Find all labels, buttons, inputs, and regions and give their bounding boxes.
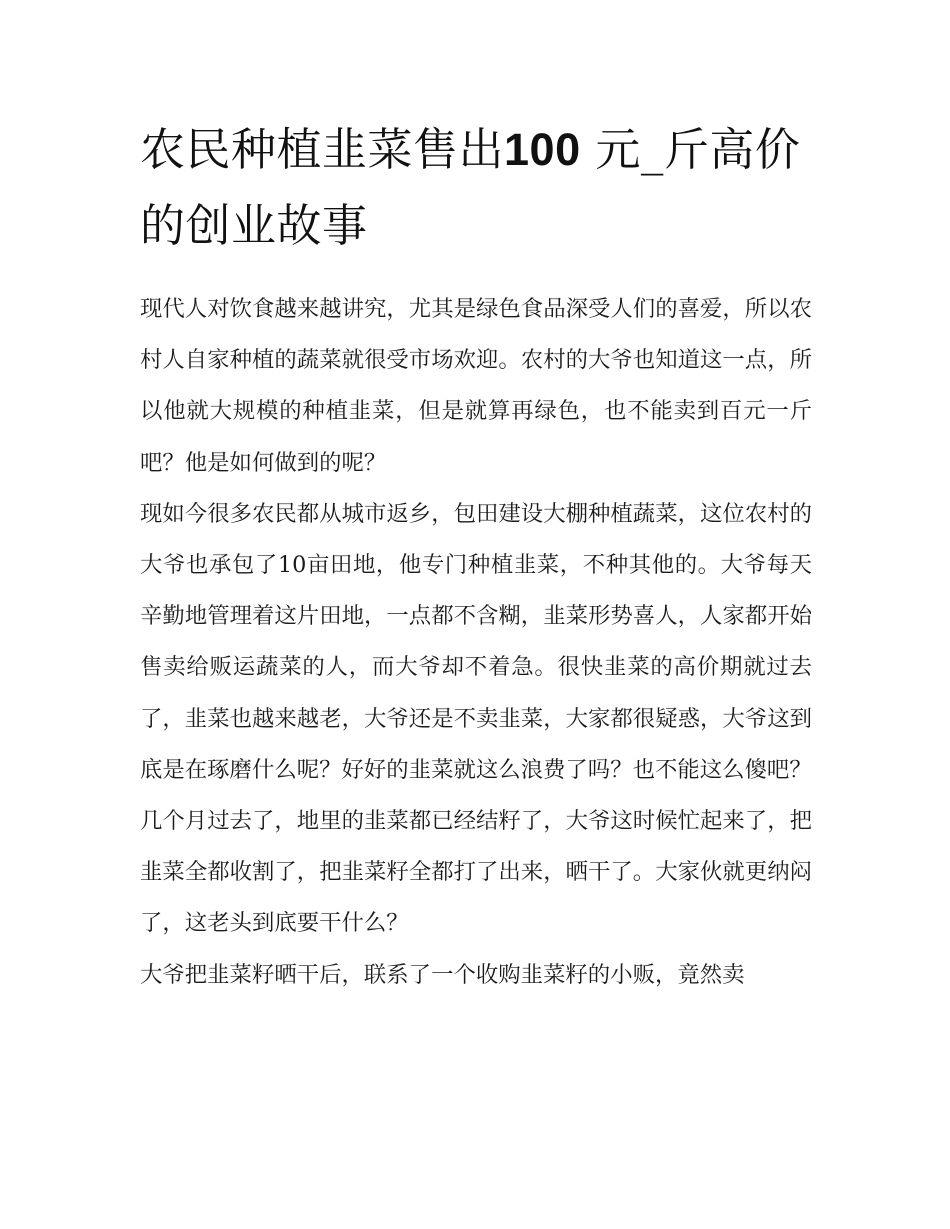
paragraph-4: 大爷把韭菜籽晒干后，联系了一个收购韭菜籽的小贩，竟然卖 [140,961,745,988]
title-number: 100 [504,124,581,175]
document-title [140,112,812,264]
document-content [140,112,812,1001]
paragraph-1: 现代人对饮食越来越讲究，尤其是绿色食品深受人们的喜爱，所以农村人自家种植的蔬菜就很受市场欢迎。农村的大爷也知道这一点，所以他就大规模的种植韭菜，但是就算再绿色，也不能卖到百元一斤吧？他是如何做到的呢？ [140,296,812,476]
title-text-part1: 农民种植韭菜售出 [140,123,505,176]
document-body [140,284,812,1001]
paragraph-2: 现如今很多农民都从城市返乡，包田建设大棚种植蔬菜，这位农村的大爷也承包了10亩田地，他专门种植韭菜，不种其他的。大爷每天辛勤地管理着这片田地，一点都不含糊，韭菜形势喜人，人家都开始售卖给贩运蔬菜的人，而大爷却不着急。很快韭菜的高价期就过去了，韭菜也越来越老，大爷还是不卖韭菜，大家都很疑惑，大爷这到底是在琢磨什么呢？好好的韭菜就这么浪费了吗？也不能这么傻吧？ [140,500,812,783]
title-text-part2: 元_斤高价的创业故事 [140,123,801,252]
paragraph-3: 几个月过去了，地里的韭菜都已经结籽了，大爷这时候忙起来了，把韭菜全都收割了，把韭菜籽全都打了出来，晒干了。大家伙就更纳闷了，这老头到底要干什么？ [140,808,812,937]
